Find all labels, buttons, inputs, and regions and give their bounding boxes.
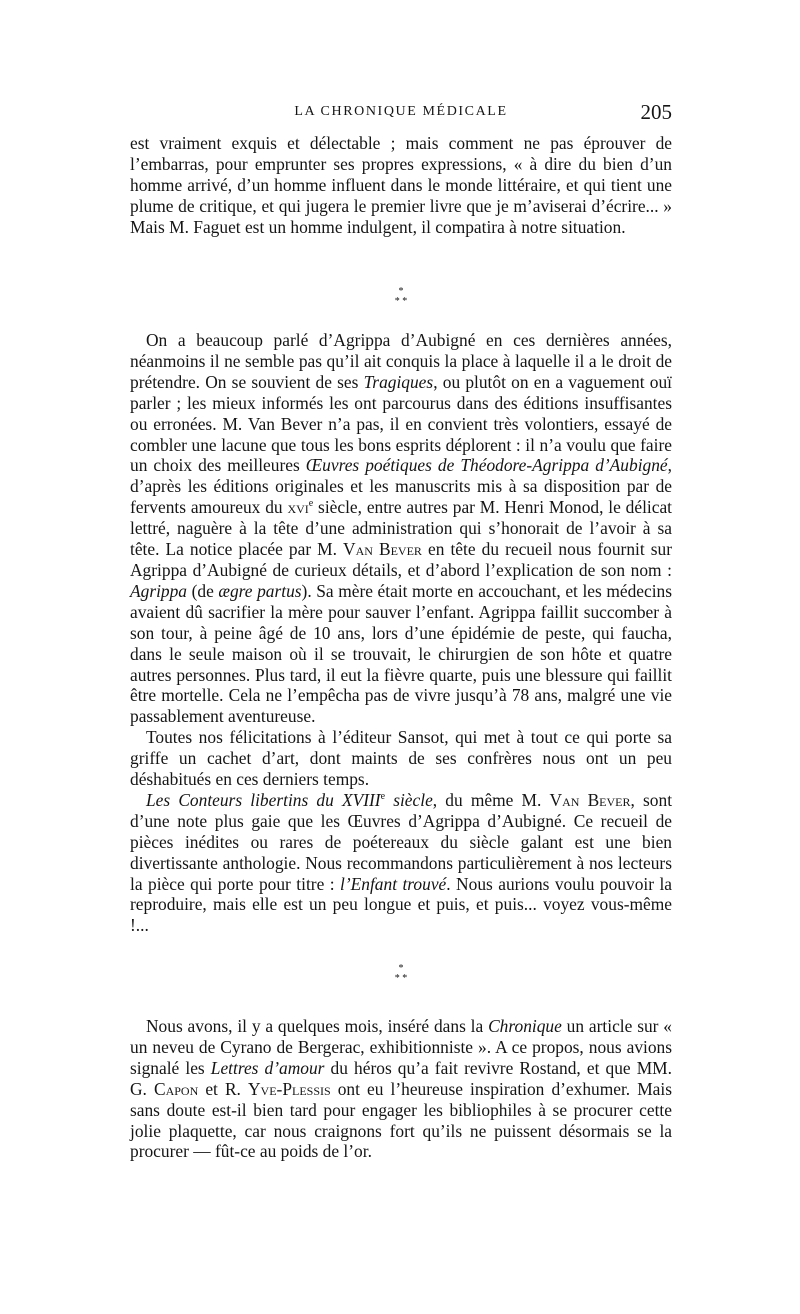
text-run: , du même M.	[432, 789, 550, 810]
page-number: 205	[640, 100, 672, 124]
section-cyrano	[130, 1016, 672, 1162]
text-run: siècle, entre autres par M. Henri Monod, le délicat lettré, naguère à la tête d’une administration qui s’honorait de l’avoir à sa tête. La notice placée par M.	[130, 497, 672, 560]
italic-title: siècle	[385, 789, 433, 810]
italic-term: Agrippa	[130, 580, 188, 601]
italic-title: l’Enfant trouvé	[340, 873, 447, 894]
asterism-separator	[371, 287, 431, 311]
paragraph-aubigne	[130, 330, 672, 727]
asterism-bottom: * *	[394, 296, 408, 307]
author-name: Van Bever	[343, 539, 422, 560]
text-run: . Nous aurions voulu pouvoir la reproduire, mais elle est un peu longue et puis, et puis... voyez vous-même !...	[130, 873, 673, 936]
superscript: e	[380, 791, 386, 803]
italic-term: ægre partus	[218, 580, 302, 601]
text-run: en tête du recueil nous fournit sur Agrippa d’Aubigné de curieux détails, et d’abord l’explication de son nom :	[130, 539, 672, 580]
text-run: (de	[187, 580, 219, 601]
asterism-top: *	[398, 963, 404, 974]
asterism-separator	[371, 964, 431, 988]
paragraph: est vraiment exquis et délectable ; mais comment ne pas éprouver de l’embarras, pour emprunter ses propres expressions, « à dire du bien d’un homme arrivé, d’un homme influent dans le monde littéraire, et qui tient une plume de critique, et qui jugera le premier livre que je m’aviserai d’écrire... » Mais M. Faguet est un homme indulgent, il compatira à notre situation.	[130, 133, 672, 237]
paragraph-sansot: Toutes nos félicitations à l’éditeur Sansot, qui met à tout ce qui porte sa griffe un cachet d’art, dont maints de ses confrères nous ont un peu déshabitués en ces derniers temps.	[130, 727, 672, 790]
text-run: On a beaucoup parlé d’Agrippa d’Aubigné en ces dernières années, néanmoins il ne semble pas qu’il ait conquis la place à laquelle il a le droit de prétendre. On se souvient de ses	[130, 330, 672, 392]
section-faguet	[130, 133, 672, 238]
italic-title: Chronique	[488, 1016, 562, 1036]
italic-title: Œuvres poétiques de Théodore-Agrippa d’Aubigné	[305, 455, 668, 476]
text-run: et R.	[198, 1078, 248, 1099]
paragraph-cyrano	[130, 1016, 672, 1162]
century-numeral: xvi	[287, 497, 309, 518]
page-header	[130, 100, 672, 128]
paragraph-conteurs	[130, 790, 672, 936]
italic-title: Lettres d’amour	[210, 1057, 325, 1078]
author-name: Capon	[153, 1078, 199, 1099]
superscript: e	[308, 498, 314, 510]
asterism-bottom: * *	[394, 973, 408, 984]
running-title: LA CHRONIQUE MÉDICALE	[294, 104, 508, 119]
text-run: , d’après les éditions originales et les manuscrits mis à sa disposition par de fervents amoureux du	[130, 455, 672, 518]
author-name: Yve-Plessis	[247, 1078, 331, 1099]
italic-title: Tragiques	[363, 371, 434, 392]
asterism-top: *	[398, 286, 404, 297]
text-run: un article sur « un neveu de Cyrano de Bergerac, exhibitionniste ». A ce propos, nous avions signalé les	[130, 1016, 672, 1078]
text-run: , sont d’une note plus gaie que les Œuvres d’Agrippa d’Aubigné. Ce recueil de pièces inédites ou rares de poétereaux du siècle galant est une bien divertissante anthologie. Nous recommandons particulièrement à nos lecteurs la pièce qui porte pour titre :	[130, 789, 673, 894]
text-run: ). Sa mère était morte en accouchant, et les médecins avaient dû sacrifier la mère pour sauver l’enfant. Agrippa faillit succomber à son tour, à peine âgé de 10 ans, lors d’une épidémie de peste, qui faucha, dans le seule maison où il se trouvait, le chirurgien de son hôte et quatre autres personnes. Plus tard, il eut la fièvre quarte, puis une blessure qui faillit être mortelle. Cela ne l’empêcha pas de vivre jusqu’à 78 ans, malgré une vie passablement aventureuse.	[130, 580, 673, 727]
italic-title: Les Conteurs libertins du XVIII	[146, 789, 381, 810]
text-run: du héros qu’a fait revivre Rostand, et que MM. G.	[130, 1057, 672, 1099]
author-name: Van Bever	[549, 789, 631, 810]
section-aubigne	[130, 330, 672, 936]
text-run: , ou plutôt on en a vaguement ouï parler ; les mieux informés les ont parcourus dans des éditions insuffisantes ou erronées. M. Van Bever n’a pas, il en convient très volontiers, essayé de combler une lacune que tous les bons esprits déplorent : il n’a voulu que faire un choix des meilleures	[130, 371, 672, 476]
text-run: ont eu l’heureuse inspiration d’exhumer. Mais sans doute est-il bien tard pour engager les bibliophiles à se procurer cette jolie plaquette, car nous craignons fort qu’ils ne puissent désormais se la procurer — fût-ce au poids de l’or.	[130, 1078, 673, 1162]
text-run: Nous avons, il y a quelques mois, inséré dans la	[146, 1016, 489, 1036]
